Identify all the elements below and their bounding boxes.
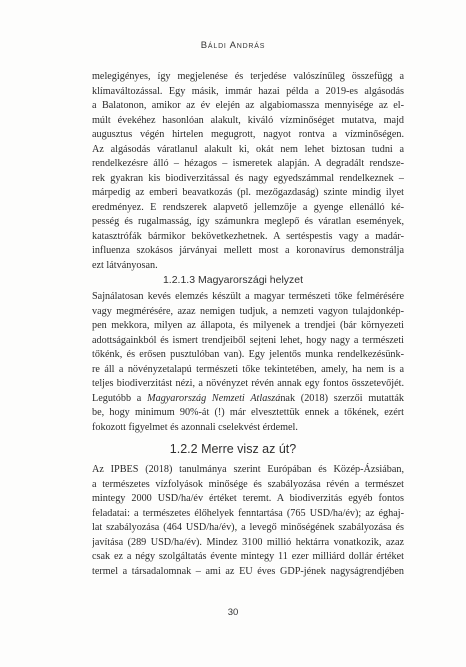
text-line: ezt látványosan. xyxy=(92,259,158,271)
section-number: 1.2.2 xyxy=(169,442,198,456)
text-line: feladatai: a természetes élőhelyek fenntartása (765 USD/ha/év); az éghaj- xyxy=(92,507,404,519)
text-line: teljes biodiverzitást nézi, a növényzet révén annak egy fontos összetevőjét. xyxy=(92,378,404,389)
text-line: rendelkezésre álló – hézagos – ismeretek alapján. A degradált rendsze- xyxy=(92,158,404,169)
text-line: be, hogy minimum 90%-át (!) már elvesztettük ennek a tőkének, ezért xyxy=(92,407,404,418)
text-line: katasztrófák bármikor bekövetkezhetnek. A sertéspestis vagy a madár- xyxy=(92,230,404,242)
text-line: a Balatonon, amikor az év elején az algabiomassza mennyisége az el- xyxy=(92,100,404,111)
section-heading xyxy=(0,273,466,287)
text-line: fokozott figyelmet és azonnali cselekvést érdemel. xyxy=(92,421,298,433)
text-line: melegigényes, így megjelenése és terjedése valószínűleg összefügg a xyxy=(92,71,404,82)
text-line: rek gyakran kis biodiverzitással és nagy egyedszámmal rendelkeznek – xyxy=(92,172,404,184)
text-line: vagy megmérésére, azaz nemigen tudjuk, a nemzeti vagyon tulajdonkép- xyxy=(92,305,404,317)
text-line: re áll a növényzetalapú természeti tőke tekintetében, amely, ha nem is a xyxy=(92,363,404,375)
text-line: mintegy 2000 USD/ha/év értéket teremt. A biodiverzitás egyéb fontos xyxy=(92,493,404,504)
section-number: 1.2.1.3 xyxy=(162,274,196,286)
text-line: a természetes vízfolyások minősége és szabályozása révén a természet xyxy=(92,478,404,490)
book-title-italic: Magyarország Nemzeti Atlaszá xyxy=(147,392,281,404)
section-heading xyxy=(0,441,466,457)
page-number: 30 xyxy=(227,607,239,618)
body-paragraph xyxy=(92,290,404,435)
text-line: Az IPBES (2018) tanulmánya szerint Európában és Közép-Ázsiában, xyxy=(92,464,404,475)
body-paragraph xyxy=(92,463,404,579)
text-line: múlt évekéhez hasonlóan alakult, kiváló vízminőséget mutatva, majd xyxy=(92,114,404,126)
text-segment: Legutóbb a xyxy=(92,392,148,404)
section-title: Magyarországi helyzet xyxy=(198,274,304,286)
body-paragraph xyxy=(92,70,404,273)
text-line: eredményez. E rendszerek alapvető jellemzője a gyenge ellenálló ké- xyxy=(92,201,404,213)
section-title: Merre visz az út? xyxy=(201,442,297,456)
text-line: márpedig az emberi beavatkozás (pl. mezőgazdaság) szinte mindig ilyet xyxy=(92,187,404,198)
text-line: javítása (289 USD/ha/év). Mindez 3100 millió hektárra vonatkozik, azaz xyxy=(92,536,404,548)
text-line: klímaváltozással. Egy másik, immár hazai példa a 2019-es algásodás xyxy=(92,85,404,97)
text-line: csak ez a négy szolgáltatás évente mintegy 11 ezer milliárd dollár értéket xyxy=(92,551,404,562)
text-line: augusztus végén hirtelen megugrott, nagyot rontva a vízminőségen. xyxy=(92,129,404,140)
running-head: Báldi András xyxy=(200,40,266,51)
text-line: tőkénk, és erősen pusztulóban van). Egy jelentős munka rendelkezésünk- xyxy=(92,349,404,360)
text-line: Sajnálatosan kevés elemzés készült a magyar természeti tőke felmérésére xyxy=(92,291,404,302)
text-segment: nak (2018) szerzői mutatták xyxy=(280,392,404,404)
text-line: pen mekkora, milyen az állapota, és milyenek a trendjei (bár környezeti xyxy=(92,320,404,331)
text-line: lat szabályozása (464 USD/ha/év), a levegő minőségének szabályozása és xyxy=(92,522,404,533)
text-line: pesség és rugalmasság, így számunkra meglepő és váratlan események, xyxy=(92,216,404,227)
text-line: influenza szokásos járványai mellett most a koronavírus demonstrálja xyxy=(92,245,404,256)
text-line: Az algásodás váratlanul alakult ki, okát nem lehet biztosan tudni a xyxy=(92,143,404,155)
text-line xyxy=(92,392,404,407)
text-line: termel a társadalomnak – ami az EU éves GDP-jének nagyságrendjében xyxy=(92,565,404,577)
text-line: adottságainkból és ismert trendjeiből sejteni lehet, hogy nagy a természeti xyxy=(92,334,404,346)
